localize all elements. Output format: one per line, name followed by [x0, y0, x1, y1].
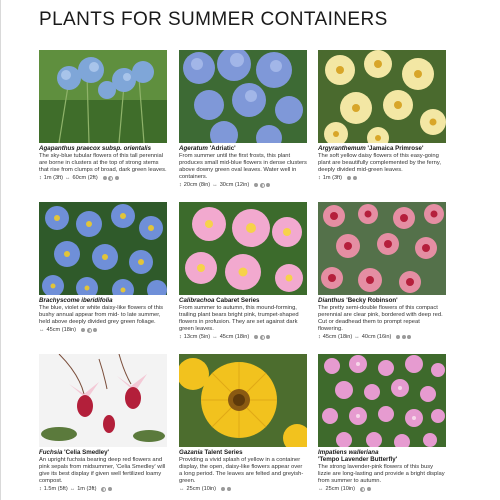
plant-meta: ↕ 20cm (8in) ↔ 30cm (12in): [179, 182, 307, 188]
plant-card-dianthus: [318, 202, 446, 340]
page-title: PLANTS FOR SUMMER CONTAINERS: [39, 9, 388, 30]
plant-card-ageratum: [179, 50, 307, 188]
plant-description: From summer until the first frosts, this plant produces small mid-blue flowers in dense clusters above downy green oval leaves. Water well in containers.: [179, 153, 307, 181]
plant-description: Providing a vivid splash of yellow in a container display, the open, daisy-like flowers appear over a long period. The leaves are felted and greyish-green.: [179, 457, 304, 485]
plant-name: Impatiens walleriana 'Tempo Lavender Butterfly': [318, 449, 398, 464]
partial-shade-icon: [108, 176, 113, 181]
partial-shade-icon: [360, 487, 365, 492]
spread-arrow-icon: ↔: [318, 486, 324, 493]
sun-icon: [254, 335, 258, 339]
height-arrow-icon: ↕: [318, 175, 321, 182]
hardiness-icon: [347, 176, 357, 180]
hardiness-icon: [93, 328, 97, 332]
hardiness-icon: [254, 335, 270, 340]
hardiness-icon: [402, 335, 406, 339]
spread-arrow-icon: ↔: [212, 182, 218, 189]
hardiness-icon: [103, 176, 119, 181]
hardiness-icon: [266, 335, 270, 339]
partial-shade-icon: [260, 335, 265, 340]
argyranthemum-photo: [318, 50, 446, 143]
spread-arrow-icon: ↔: [212, 334, 218, 341]
plant-description: The blue, violet or white daisy-like flowers of this bushy annual appear from mid- to late summer, held above deeply divided grey green foliage.: [39, 305, 164, 326]
dianthus-photo: [318, 202, 446, 295]
partial-shade-icon: [87, 328, 92, 333]
gazania-photo: [179, 354, 307, 447]
hardiness-icon: [115, 176, 119, 180]
hardiness-icon: [266, 183, 270, 187]
hardiness-icon: [227, 487, 231, 491]
hardiness-icon: [360, 487, 371, 492]
brachyscome-photo: [39, 202, 167, 295]
plant-description: The strong lavender-pink flowers of this busy lizzie are long-lasting and provide a bright display from summer to autumn.: [318, 464, 445, 485]
plant-meta: ↕ 45cm (18in) ↔ 40cm (16in): [318, 334, 446, 340]
hardiness-icon: [81, 328, 97, 333]
plant-meta: ↔ 45cm (18in): [39, 327, 167, 333]
plant-name: Fuchsia 'Celia Smedley': [39, 449, 110, 456]
spread-arrow-icon: ↔: [354, 334, 360, 341]
sun-icon: [81, 328, 85, 332]
plant-description: The sky-blue tubular flowers of this tall perennial are borne in clusters at the top of strong stems that rise from clumps of broad, dark green leaves.: [39, 153, 167, 174]
sun-icon: [396, 335, 400, 339]
hardiness-icon: [254, 183, 270, 188]
sun-icon: [347, 176, 351, 180]
sun-icon: [103, 176, 107, 180]
hardiness-icon: [108, 487, 112, 491]
height-arrow-icon: ↕: [318, 334, 321, 341]
partial-shade-icon: [101, 487, 106, 492]
sun-icon: [254, 183, 258, 187]
hardiness-icon: [407, 335, 411, 339]
plant-meta: ↔ 25cm (10in): [179, 486, 307, 492]
impatiens-photo: [318, 354, 446, 447]
plant-name: Argyranthemum 'Jamaica Primrose': [318, 145, 424, 152]
plant-description: The pretty semi-double flowers of this compact perennial are clear pink, bordered with deep red. Cut or deadhead them to prompt repeat flowering.: [318, 305, 443, 333]
agapanthus-photo: [39, 50, 167, 143]
spread-arrow-icon: ↔: [39, 327, 45, 334]
plant-grid: [39, 50, 446, 495]
plant-card-calibrachoa: [179, 202, 307, 340]
plant-card-fuchsia: [39, 354, 167, 492]
hardiness-icon: [367, 487, 371, 491]
spread-arrow-icon: ↔: [69, 486, 76, 493]
plant-meta: ↕ 1m (3ft) ↔ 60cm (2ft): [39, 175, 167, 181]
plant-name: Dianthus 'Becky Robinson': [318, 297, 398, 304]
plant-name: Ageratum 'Adriatic': [179, 145, 236, 152]
plant-meta: ↕ 1.5m (5ft) ↔ 1m (3ft): [39, 486, 167, 492]
plant-description: From summer to autumn, this mound-forming, trailing plant bears bright pink, trumpet-shaped flowers in profusion. They are set against dark green leaves.: [179, 305, 299, 333]
plant-name: Gazania Talent Series: [179, 449, 243, 456]
plant-meta: ↔ 25cm (10in): [318, 486, 446, 492]
hardiness-icon: [353, 176, 357, 180]
height-arrow-icon: ↕: [39, 486, 42, 493]
plant-card-agapanthus: [39, 50, 167, 181]
sun-icon: [221, 487, 225, 491]
partial-shade-icon: [260, 183, 265, 188]
plant-card-brachyscome: [39, 202, 167, 333]
plant-name: Agapanthus praecox subsp. orientalis: [39, 145, 152, 152]
hardiness-icon: [396, 335, 411, 339]
plant-description: An upright fuchsia bearing deep red flowers and pink sepals from midsummer, 'Celia Smedley' will give its best display if given well fertilized loamy compost.: [39, 457, 166, 485]
plant-card-argyranthemum: [318, 50, 446, 181]
spread-arrow-icon: ↔: [179, 486, 185, 493]
height-arrow-icon: ↕: [39, 175, 42, 182]
ageratum-photo: [179, 50, 307, 143]
plant-meta: ↕ 1m (3ft): [318, 175, 446, 181]
hardiness-icon: [101, 487, 112, 492]
calibrachoa-photo: [179, 202, 307, 295]
plant-meta: ↕ 13cm (5in) ↔ 45cm (18in): [179, 334, 307, 340]
height-arrow-icon: ↕: [179, 334, 182, 341]
plant-card-impatiens: [318, 354, 446, 492]
spread-arrow-icon: ↔: [65, 175, 71, 182]
height-arrow-icon: ↕: [179, 182, 182, 189]
fuchsia-photo: [39, 354, 167, 447]
plant-card-gazania: [179, 354, 307, 492]
hardiness-icon: [221, 487, 231, 491]
plant-name: Calibrachoa Cabaret Series: [179, 297, 260, 304]
plant-name: Brachyscome iberidifolia: [39, 297, 113, 304]
plant-description: The soft yellow daisy flowers of this easy-going plant are beautifully complemented by the ferny, deeply divided mid-green leaves.: [318, 153, 441, 174]
